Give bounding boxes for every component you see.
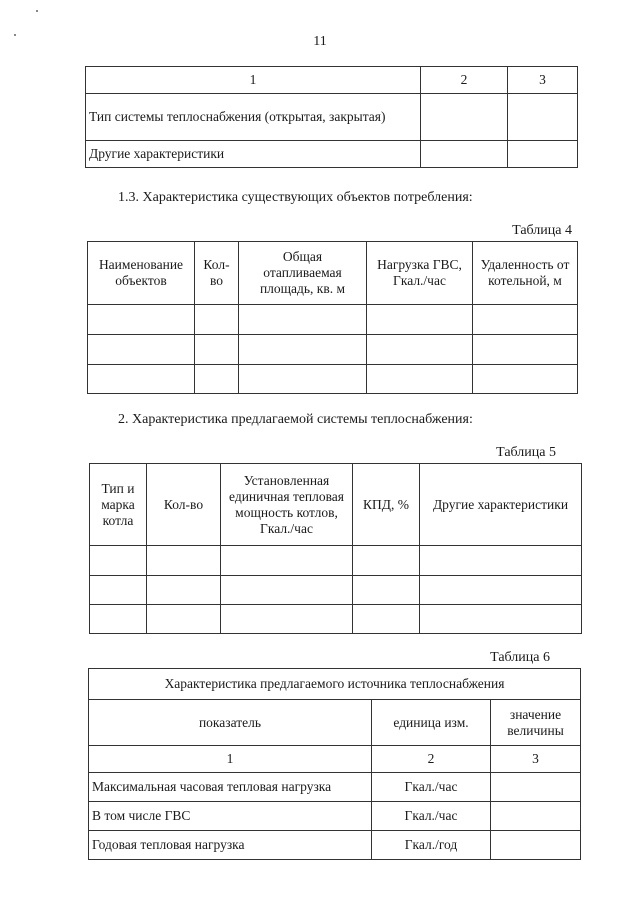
table-cell (147, 605, 221, 634)
table-6-title: Характеристика предлагаемого источника теплоснабжения (89, 669, 581, 700)
table-4-header-count: Кол-во (195, 242, 239, 305)
row-unit: Гкал./час (372, 802, 491, 831)
table-cell (367, 335, 473, 365)
row-label: Тип системы теплоснабжения (открытая, закрытая) (86, 94, 421, 141)
table-cell (239, 365, 367, 394)
table-cell (147, 546, 221, 576)
table-cell (353, 546, 420, 576)
table-cell (90, 576, 147, 605)
table-cell (420, 605, 582, 634)
table-6-header-value: значение величины (491, 700, 581, 746)
table-cell (221, 576, 353, 605)
table-cell (367, 305, 473, 335)
row-value (491, 831, 581, 860)
table-cell (147, 576, 221, 605)
table-cell (195, 365, 239, 394)
row-label: Годовая тепловая нагрузка (89, 831, 372, 860)
table-cell (90, 546, 147, 576)
table-row (88, 305, 578, 335)
row-label: Максимальная часовая тепловая нагрузка (89, 773, 372, 802)
table-cell (353, 576, 420, 605)
table-cell (473, 305, 578, 335)
table-cell (221, 546, 353, 576)
page-number: 11 (313, 34, 327, 49)
table-row (88, 335, 578, 365)
table-4-caption: Таблица 4 (512, 223, 572, 238)
table-row (88, 365, 578, 394)
table-6-header-indicator: показатель (89, 700, 372, 746)
table-3-header-cell: 3 (508, 67, 578, 94)
table-3 (85, 66, 578, 168)
table-cell (353, 605, 420, 634)
section-heading-2: 2. Характеристика предлагаемой системы теплоснабжения: (118, 412, 473, 427)
table-4-header-distance: Удаленность от котельной, м (473, 242, 578, 305)
table-3-header-cell: 1 (86, 67, 421, 94)
table-6-header-unit: единица изм. (372, 700, 491, 746)
row-value (491, 802, 581, 831)
table-row (90, 576, 582, 605)
table-5-caption: Таблица 5 (496, 445, 556, 460)
table-3-header-cell: 2 (421, 67, 508, 94)
table-cell (420, 546, 582, 576)
table-cell (508, 141, 578, 168)
table-row (90, 605, 582, 634)
table-row (89, 831, 581, 860)
table-5-header-count: Кол-во (147, 464, 221, 546)
table-cell (195, 335, 239, 365)
table-row (86, 141, 578, 168)
table-5 (89, 463, 582, 634)
table-6-column-number: 1 (89, 746, 372, 773)
scan-speck (36, 10, 38, 12)
table-cell (420, 576, 582, 605)
table-row (90, 546, 582, 576)
table-5-header-power: Установленная единичная тепловая мощность котлов, Гкал./час (221, 464, 353, 546)
table-5-header-efficiency: КПД, % (353, 464, 420, 546)
table-6 (88, 668, 581, 860)
table-cell (473, 365, 578, 394)
table-cell (195, 305, 239, 335)
row-label: В том числе ГВС (89, 802, 372, 831)
section-heading-1-3: 1.3. Характеристика существующих объектов потребления: (118, 190, 473, 205)
table-4 (87, 241, 578, 394)
table-6-column-number: 2 (372, 746, 491, 773)
table-5-header-boiler: Тип и марка котла (90, 464, 147, 546)
table-row (86, 94, 578, 141)
table-cell (239, 305, 367, 335)
row-unit: Гкал./год (372, 831, 491, 860)
table-cell (239, 335, 367, 365)
row-unit: Гкал./час (372, 773, 491, 802)
table-4-header-name: Наименование объектов (88, 242, 195, 305)
table-5-header-other: Другие характеристики (420, 464, 582, 546)
row-value (491, 773, 581, 802)
table-cell (88, 365, 195, 394)
table-cell (88, 305, 195, 335)
table-row (89, 802, 581, 831)
table-cell (221, 605, 353, 634)
table-cell (88, 335, 195, 365)
table-cell (473, 335, 578, 365)
row-label: Другие характеристики (86, 141, 421, 168)
table-cell (367, 365, 473, 394)
table-cell (508, 94, 578, 141)
table-6-column-number: 3 (491, 746, 581, 773)
table-cell (90, 605, 147, 634)
table-6-caption: Таблица 6 (490, 650, 550, 665)
table-4-header-area: Общая отапливаемая площадь, кв. м (239, 242, 367, 305)
table-4-header-load: Нагрузка ГВС, Гкал./час (367, 242, 473, 305)
table-cell (421, 94, 508, 141)
table-row (89, 773, 581, 802)
table-cell (421, 141, 508, 168)
